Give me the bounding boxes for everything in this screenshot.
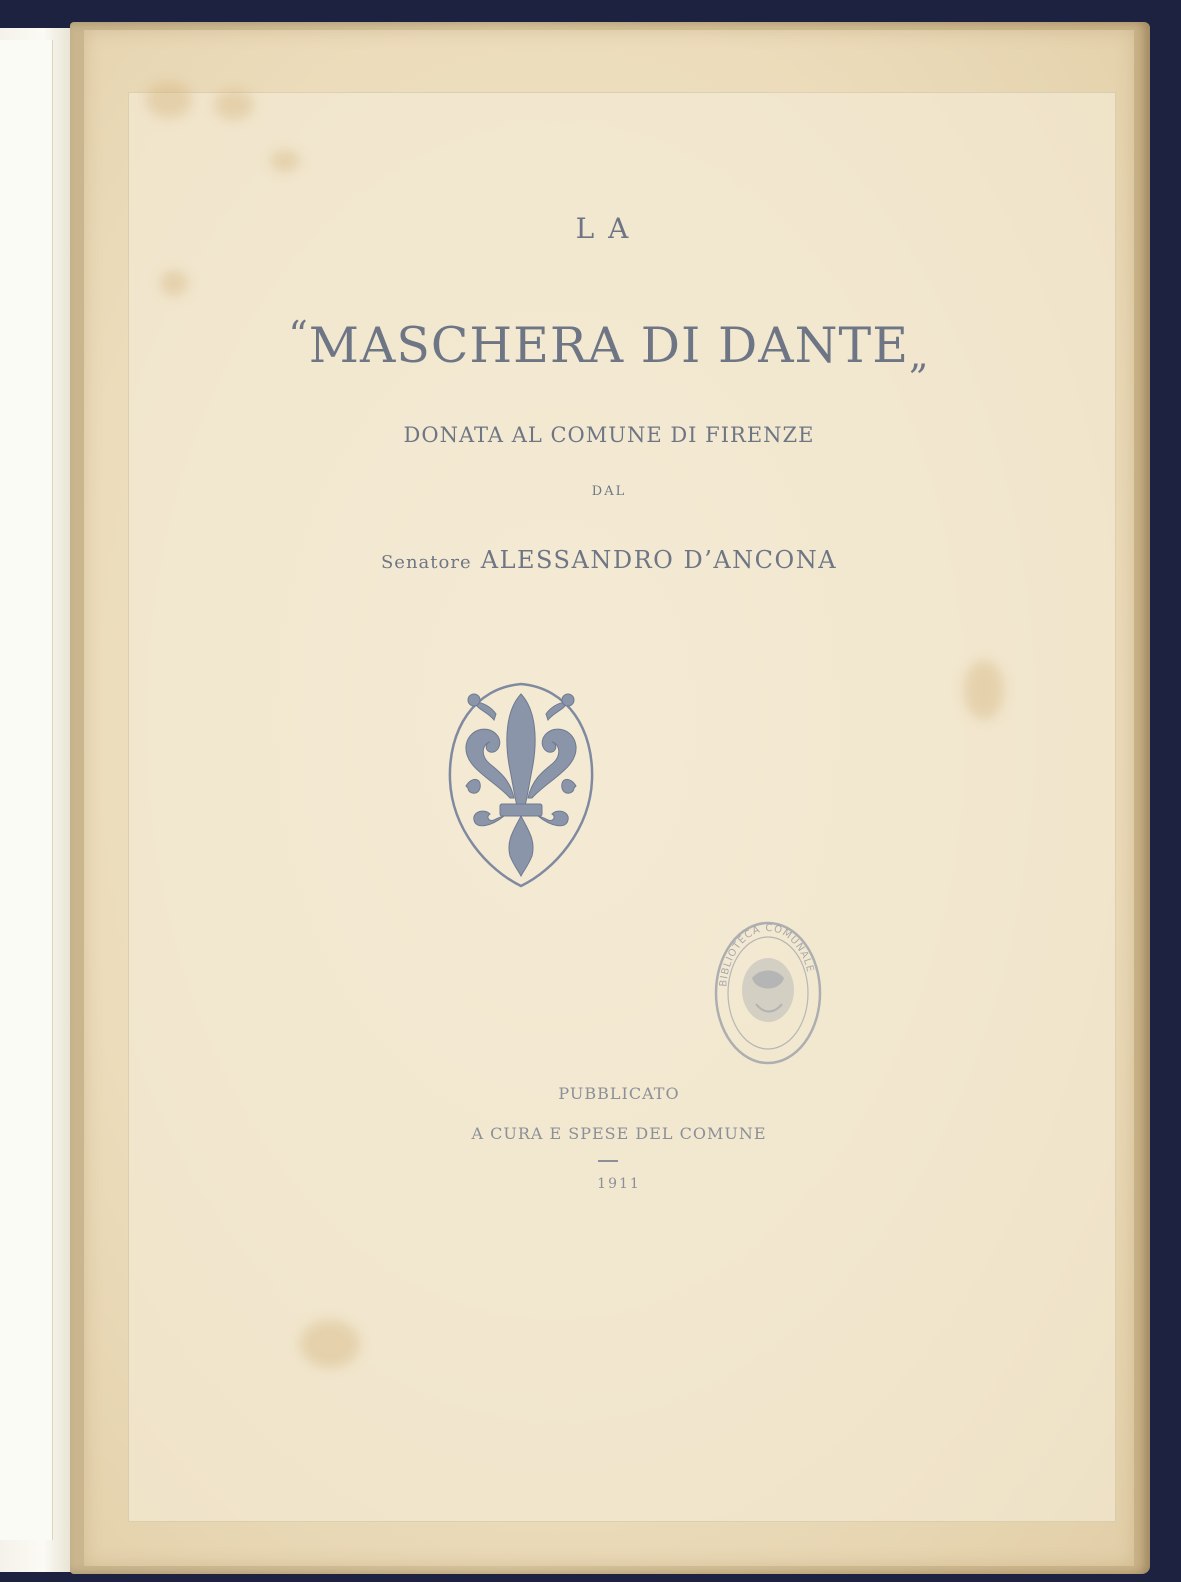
author-line — [84, 546, 1134, 574]
author-name: ALESSANDRO D’ANCONA — [480, 546, 838, 574]
foxing-spot — [214, 90, 254, 120]
title-page — [84, 30, 1134, 1566]
foxing-spot — [146, 82, 192, 118]
foxing-spot — [964, 660, 1004, 720]
main-title-text: MASCHERA DI DANTE — [308, 317, 909, 374]
imprint-year: 1911 — [597, 1176, 641, 1192]
open-quote: “ — [288, 313, 309, 357]
close-quote: „ — [908, 333, 930, 377]
florentine-lily-icon — [444, 680, 598, 890]
left-leaf-inner — [0, 40, 53, 1540]
stamp-text: BIBLIOTECA COMUNALE — [718, 922, 816, 988]
tissue-overlay — [128, 92, 1116, 1522]
imprint-publisher: A CURA E SPESE DEL COMUNE — [471, 1124, 767, 1143]
library-stamp-icon — [712, 918, 824, 1068]
subtitle-dal: DAL — [591, 484, 627, 499]
imprint-published: PUBBLICATO — [558, 1084, 680, 1103]
main-title — [84, 313, 1134, 377]
foxing-spot — [300, 1320, 360, 1368]
foxing-spot — [270, 150, 300, 172]
subtitle-donata: DONATA AL COMUNE DI FIRENZE — [403, 423, 815, 447]
title-la: LA — [575, 212, 643, 245]
foxing-spot — [160, 270, 188, 296]
imprint-rule — [598, 1160, 618, 1162]
author-title: Senatore — [380, 552, 472, 573]
